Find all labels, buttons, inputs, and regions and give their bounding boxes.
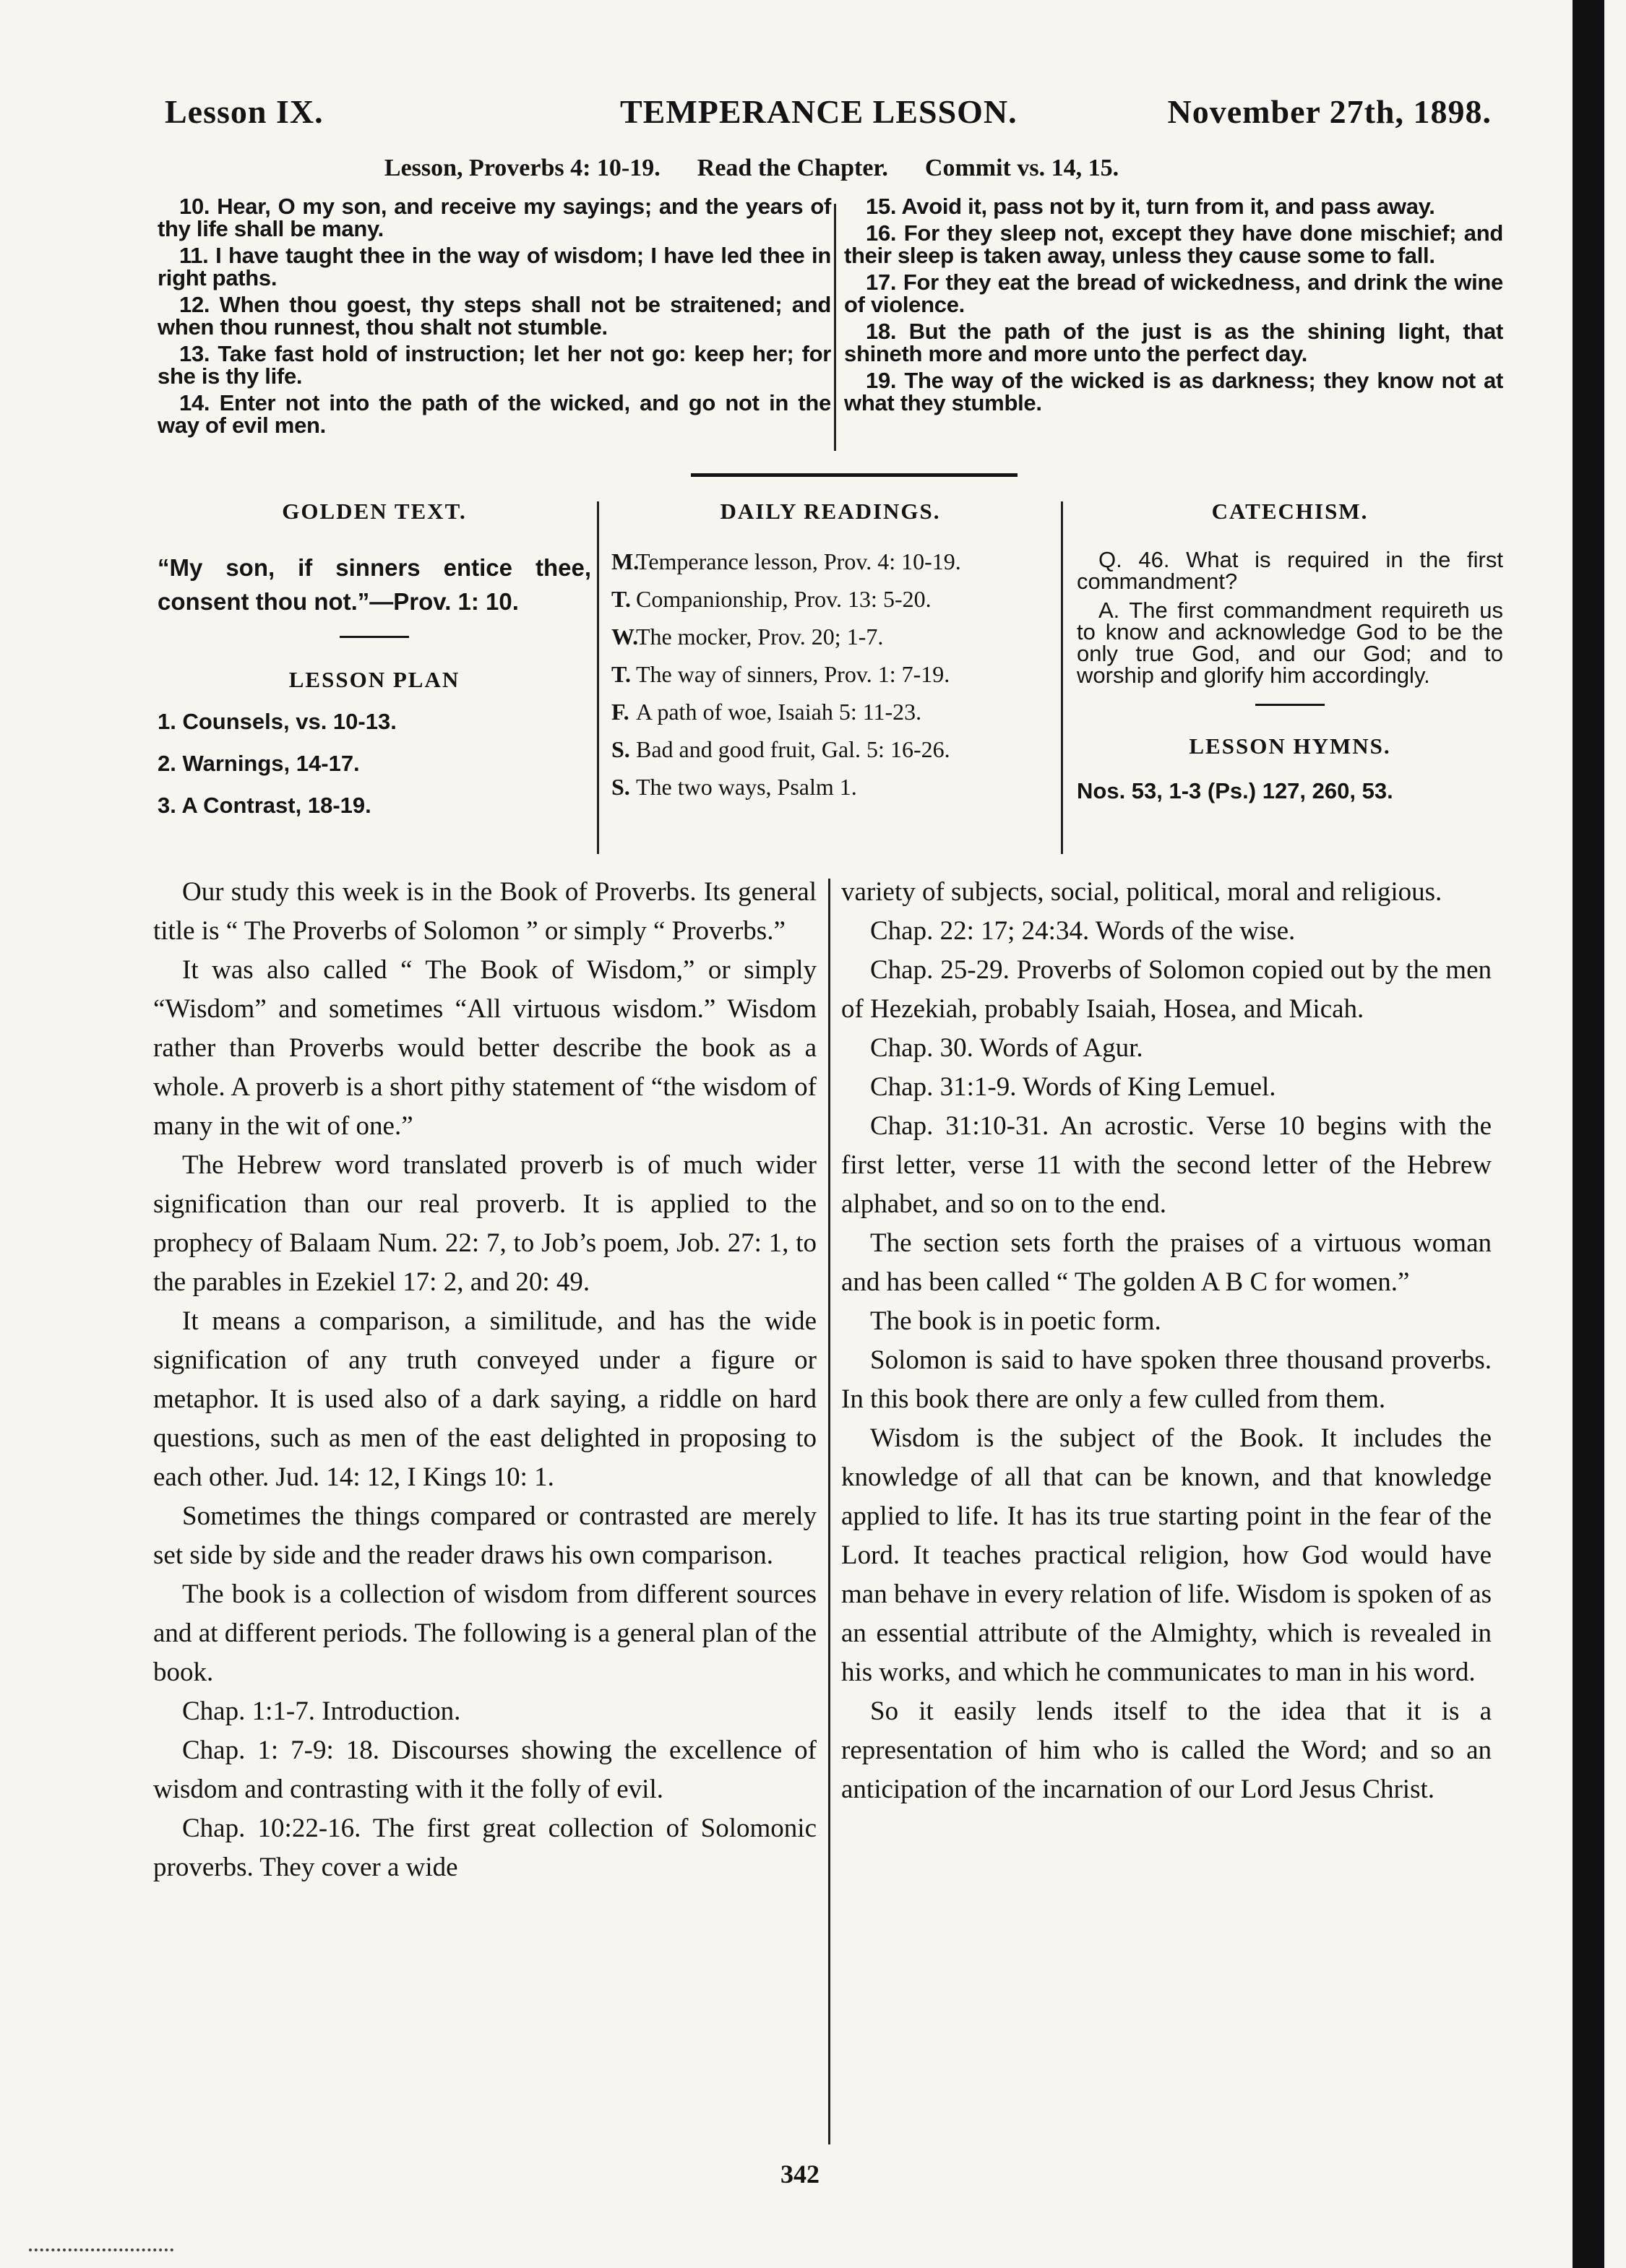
scan-mark: [29, 2248, 173, 2254]
commentary-paragraph: Chap. 1:1-7. Introduction.: [182, 1696, 461, 1726]
reading-day: F.: [611, 699, 629, 725]
commentary-paragraph: So it easily lends itself to the idea that it is a representation of him who is called the Word; and so an anticipation of the incarnation of our Lord Jesus Christ.: [841, 1696, 1492, 1804]
commentary-left-column: [153, 873, 817, 1887]
lesson-plan-item: 2. Warnings, 14-17.: [158, 751, 360, 776]
reading-row: [611, 697, 1049, 727]
reading-text: Temperance lesson, Prov. 4: 10-19.: [636, 548, 961, 574]
reading-day: S.: [611, 774, 630, 800]
verse: 10. Hear, O my son, and receive my sayings; and the years of thy life shall be many.: [158, 194, 831, 241]
commentary-paragraph: Chap. 1: 7-9: 18. Discourses showing the excellence of wisdom and contrasting with it the folly of evil.: [153, 1736, 817, 1804]
column-divider: [828, 879, 830, 2144]
scripture-verses-left: [158, 195, 831, 441]
reading-text: The two ways, Psalm 1.: [636, 774, 857, 800]
verse: 12. When thou goest, thy steps shall not be straitened; and when thou runnest, thou shalt not stumble.: [158, 292, 831, 340]
section-rule: [691, 473, 1018, 477]
commentary-paragraph: Chap. 30. Words of Agur.: [870, 1033, 1143, 1063]
reading-day: T.: [611, 586, 631, 612]
commentary-paragraph: It was also called “ The Book of Wisdom,” or simply “Wisdom” and sometimes “All virtuous wisdom.” Wisdom rather than Proverbs would better describe the book as a whole. A proverb is a short pithy statement of “the wisdom of many in the wit of one.”: [153, 955, 817, 1141]
commentary-paragraph: Chap. 22: 17; 24:34. Words of the wise.: [870, 916, 1296, 946]
commentary-paragraph: Chap. 31:10-31. An acrostic. Verse 10 begins with the first letter, verse 11 with the second letter of the Hebrew alphabet, and so on to the end.: [841, 1111, 1492, 1219]
reading-row: [611, 734, 1049, 764]
reading-text: Companionship, Prov. 13: 5-20.: [636, 586, 932, 612]
commentary-paragraph: The book is a collection of wisdom from different sources and at different periods. The following is a general plan of the book.: [153, 1579, 817, 1687]
reading-row: [611, 772, 1049, 802]
lesson-reference: Lesson, Proverbs 4: 10-19. Read the Chapter. Commit vs. 14, 15.: [384, 155, 1119, 181]
reading-text: A path of woe, Isaiah 5: 11-23.: [636, 699, 922, 725]
catechism-panel: [1077, 499, 1503, 804]
verse: 18. But the path of the just is as the shining light, that shineth more and more unto the perfect day.: [844, 319, 1503, 366]
commentary-paragraph: Solomon is said to have spoken three thousand proverbs. In this book there are only a few culled from them.: [841, 1345, 1492, 1414]
commentary-paragraph: Chap. 31:1-9. Words of King Lemuel.: [870, 1072, 1276, 1102]
lesson-plan-list: [158, 709, 591, 819]
golden-text: “My son, if sinners entice thee, consent thou not.”—Prov. 1: 10.: [158, 554, 591, 615]
daily-readings-panel: [611, 499, 1049, 809]
commentary-paragraph: Our study this week is in the Book of Proverbs. Its general title is “ The Proverbs of Solomon ” or simply “ Proverbs.”: [153, 877, 817, 946]
catechism-heading: CATECHISM.: [1211, 499, 1369, 524]
lesson-plan-heading: LESSON PLAN: [288, 667, 460, 692]
commentary-paragraph: It means a comparison, a similitude, and has the wide signification of any truth conveyed under a figure or metaphor. It is used also of a dark saying, a riddle on hard questions, such as men of the east delighted in proposing to each other. Jud. 14: 12, I Kings 10: 1.: [153, 1306, 817, 1492]
divider-rule: [340, 636, 409, 638]
lesson-hymns-heading: LESSON HYMNS.: [1189, 733, 1391, 759]
binding-edge: [1573, 0, 1604, 2268]
reading-text: The way of sinners, Prov. 1: 7-19.: [636, 661, 950, 687]
reading-day: W.: [611, 624, 639, 650]
commentary-paragraph: Wisdom is the subject of the Book. It includes the knowledge of all that can be known, and that knowledge applied to life. It has its true starting point in the fear of the Lord. It teaches practical religion, how God would have man behave in every relation of life. Wisdom is spoken of as an essential attribute of the Almighty, which is revealed in his works, and which he communicates to man in his word.: [841, 1423, 1492, 1687]
golden-text-heading: GOLDEN TEXT.: [282, 499, 467, 524]
reading-day: T.: [611, 661, 631, 687]
page-number: 342: [780, 2160, 820, 2189]
catechism-answer: A. The first commandment requireth us to know and acknowledge God to be the only true God, and our God; and to worship and glorify him accordingly.: [1077, 598, 1503, 688]
reading-row: [611, 621, 1049, 652]
commentary-right-column: [841, 873, 1492, 1809]
scripture-verses-right: [844, 195, 1503, 418]
lesson-hymns: Nos. 53, 1-3 (Ps.) 127, 260, 53.: [1077, 778, 1393, 803]
verse: 14. Enter not into the path of the wicked, and go not in the way of evil men.: [158, 390, 831, 438]
lesson-plan-item: 3. A Contrast, 18-19.: [158, 793, 371, 818]
verse: 11. I have taught thee in the way of wisdom; I have led thee in right paths.: [158, 243, 831, 290]
column-divider: [1061, 501, 1063, 854]
column-divider: [834, 204, 836, 451]
daily-readings-heading: DAILY READINGS.: [720, 499, 941, 524]
verse: 16. For they sleep not, except they have done mischief; and their sleep is taken away, unless they cause some to fall.: [844, 220, 1503, 268]
column-divider: [597, 501, 599, 854]
commentary-paragraph: The book is in poetic form.: [870, 1306, 1161, 1336]
reading-text: Bad and good fruit, Gal. 5: 16-26.: [636, 736, 950, 762]
commentary-paragraph: The Hebrew word translated proverb is of much wider signification than our real proverb. It is applied to the prophecy of Balaam Num. 22: 7, to Job’s poem, Job. 27: 1, to the parables in Ezekiel 17: 2, and 20: 49.: [153, 1150, 817, 1297]
commentary-paragraph: variety of subjects, social, political, moral and religious.: [841, 877, 1442, 907]
lesson-title: TEMPERANCE LESSON.: [620, 93, 1018, 130]
verse: 15. Avoid it, pass not by it, turn from it, and pass away.: [866, 194, 1435, 219]
commentary-paragraph: Chap. 25-29. Proverbs of Solomon copied out by the men of Hezekiah, probably Isaiah, Hosea, and Micah.: [841, 955, 1492, 1024]
divider-rule: [1255, 704, 1325, 706]
verse: 19. The way of the wicked is as darkness; they know not at what they stumble.: [844, 368, 1503, 415]
verse: 13. Take fast hold of instruction; let her not go: keep her; for she is thy life.: [158, 341, 831, 389]
commentary-paragraph: Sometimes the things compared or contrasted are merely set side by side and the reader draws his own comparison.: [153, 1501, 817, 1570]
reading-day: M.: [611, 548, 640, 574]
reading-row: [611, 584, 1049, 614]
lesson-plan-item: 1. Counsels, vs. 10-13.: [158, 709, 397, 734]
lesson-number: Lesson IX.: [165, 93, 324, 130]
reading-day: S.: [611, 736, 630, 762]
daily-readings-list: [611, 546, 1049, 802]
commentary-paragraph: Chap. 10:22-16. The first great collection of Solomonic proverbs. They cover a wide: [153, 1814, 817, 1882]
catechism-question: Q. 46. What is required in the first commandment?: [1077, 547, 1503, 594]
golden-text-panel: [158, 499, 591, 819]
reading-text: The mocker, Prov. 20; 1-7.: [636, 624, 884, 650]
lesson-date: November 27th, 1898.: [1167, 93, 1492, 130]
commentary-paragraph: The section sets forth the praises of a virtuous woman and has been called “ The golden A B C for women.”: [841, 1228, 1492, 1297]
reading-row: [611, 659, 1049, 689]
reading-row: [611, 546, 1049, 577]
verse: 17. For they eat the bread of wickedness, and drink the wine of violence.: [844, 270, 1503, 317]
